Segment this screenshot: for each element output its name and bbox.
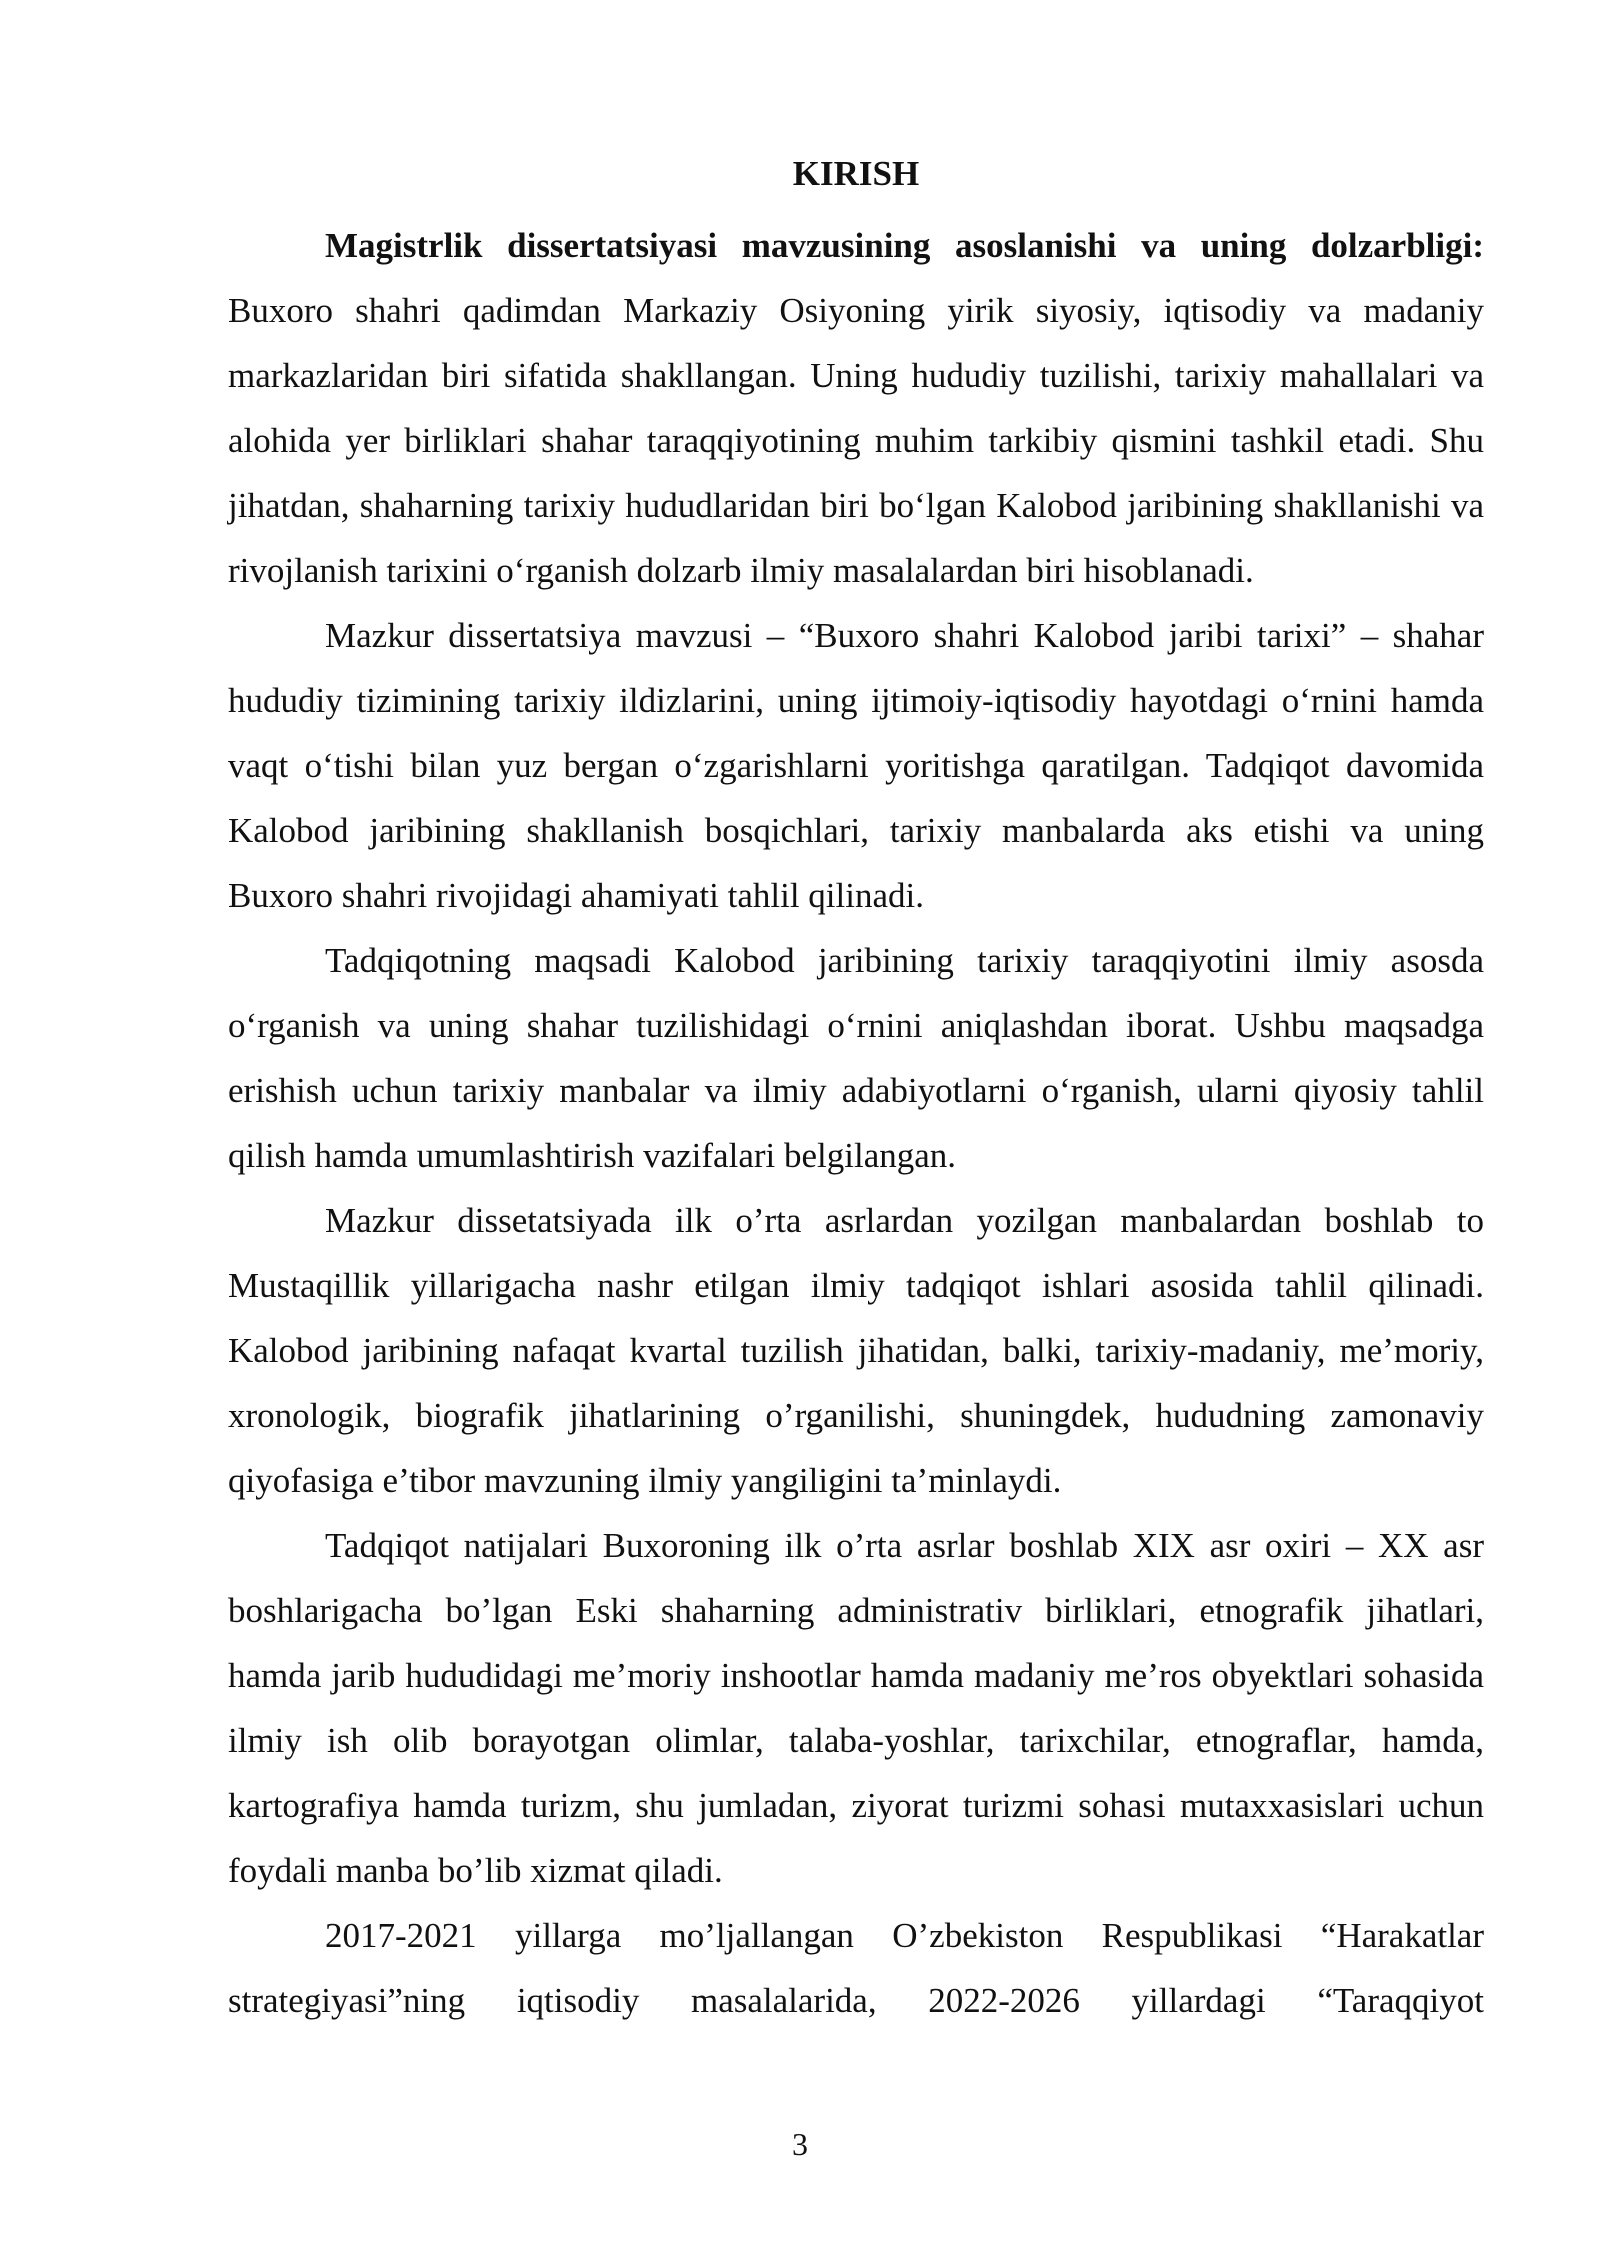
section-heading: KIRISH <box>792 154 920 193</box>
paragraph-results <box>228 1513 1484 1903</box>
paragraph-body: Mazkur dissetatsiyada ilk o’rta asrlardan yozilgan manbalardan boshlab to Mustaqillik yillarigacha nashr etilgan ilmiy tadqiqot ishlari asosida tahlil qilinadi. Kalobod jaribining nafaqat kvartal tuzilish jihatidan, balki, tarixiy-madaniy, me’moriy, xronologik, biografik jihatlarining o’rganilishi, shuningdek, hududning zamonaviy qiyofasiga e’tibor mavzuning ilmiy yangiligini ta’minlaydi. <box>228 1201 1484 1500</box>
paragraph-body: Tadqiqot natijalari Buxoroning ilk o’rta asrlar boshlab XIX asr oxiri – XX asr boshlarigacha bo’lgan Eski shaharning administrativ birliklari, etnografik jihatlari, hamda jarib hududidagi me’moriy inshootlar hamda madaniy me’ros obyektlari sohasida ilmiy ish olib borayotgan olimlar, talaba-yoshlar, tarixchilar, etnograflar, hamda, kartografiya hamda turizm, shu jumladan, ziyorat turizmi sohasi mutaxxasislari uchun foydali manba bo’lib xizmat qiladi. <box>228 1526 1484 1890</box>
paragraph-body: 2017-2021 yillarga mo’ljallangan O’zbekiston Respublikasi “Harakatlar strategiyasi”ning iqtisodiy masalalarida, 2022-2026 yillardagi “Taraqqiyot <box>228 1916 1484 2020</box>
document-page <box>228 148 1484 2033</box>
paragraph-topic <box>228 603 1484 928</box>
paragraph-strategy <box>228 1903 1484 2033</box>
paragraph-goal <box>228 928 1484 1188</box>
paragraph-relevance <box>228 213 1484 603</box>
paragraph-body: Buxoro shahri qadimdan Markaziy Osiyoning yirik siyosiy, iqtisodiy va madaniy markazlaridan biri sifatida shakllangan. Uning hududiy tuzilishi, tarixiy mahallalari va alohida yer birliklari shahar taraqqiyotining muhim tarkibiy qismini tashkil etadi. Shu jihatdan, shaharning tarixiy hududlaridan biri bo‘lgan Kalobod jaribining shakllanishi va rivojlanish tarixini o‘rganish dolzarb ilmiy masalalardan biri hisoblanadi. <box>228 291 1484 590</box>
paragraph-body: Mazkur dissertatsiya mavzusi – “Buxoro shahri Kalobod jaribi tarixi” – shahar hududiy tizimining tarixiy ildizlarini, uning ijtimoiy-iqtisodiy hayotdagi o‘rnini hamda vaqt o‘tishi bilan yuz bergan o‘zgarishlarni yoritishga qaratilgan. Tadqiqot davomida Kalobod jaribining shakllanish bosqichlari, tarixiy manbalarda aks etishi va uning Buxoro shahri rivojidagi ahamiyati tahlil qilinadi. <box>228 616 1484 915</box>
paragraph-novelty <box>228 1188 1484 1513</box>
page-number: 3 <box>792 2126 808 2162</box>
paragraph-lead-bold: Magistrlik dissertatsiyasi mavzusining asoslanishi va uning dolzarbligi: <box>325 226 1484 265</box>
paragraph-body: Tadqiqotning maqsadi Kalobod jaribining tarixiy taraqqiyotini ilmiy asosda o‘rganish va uning shahar tuzilishidagi o‘rnini aniqlashdan iborat. Ushbu maqsadga erishish uchun tarixiy manbalar va ilmiy adabiyotlarni o‘rganish, ularni qiyosiy tahlil qilish hamda umumlashtirish vazifalari belgilangan. <box>228 941 1484 1175</box>
